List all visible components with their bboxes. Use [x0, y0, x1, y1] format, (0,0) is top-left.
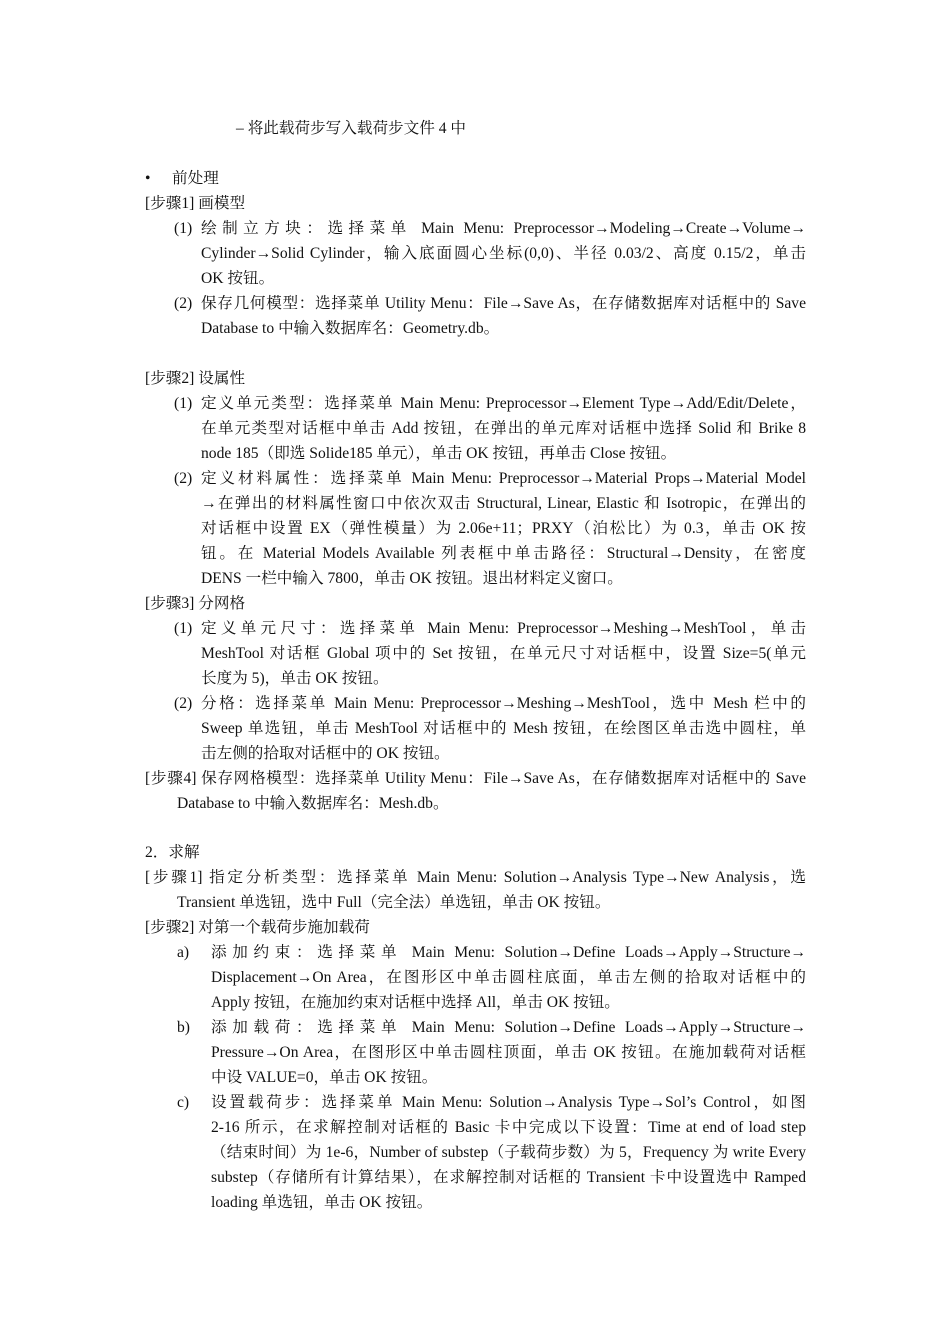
step-heading: [步骤3] 分网格	[145, 595, 246, 612]
section-heading-solve: 2．求解	[145, 844, 200, 861]
step-heading: [步骤2] 对第一个载荷步施加载荷	[145, 919, 370, 936]
paragraph-line: 添加约束：选择菜单 Main Menu: Solution→Define Loads→Apply→Structure→	[211, 944, 806, 961]
item-number: (2)	[174, 295, 193, 312]
paragraph-line: 添加载荷：选择菜单 Main Menu: Solution→Define Loads→Apply→Structure→	[211, 1019, 806, 1036]
paragraph-line: Sweep 单选钮，单击 MeshTool 对话框中的 Mesh 按钮，在绘图区单击选中圆柱，单	[201, 720, 806, 737]
item-number: (1)	[174, 220, 193, 237]
paragraph-line: OK 按钮。	[201, 270, 275, 287]
dash-item: – 将此载荷步写入载荷步文件 4 中	[236, 120, 467, 137]
paragraph-line: Cylinder→Solid Cylinder，输入底面圆心坐标(0,0)、半径 0.03/2、高度 0.15/2，单击	[201, 245, 806, 262]
bullet-marker: •	[145, 170, 151, 187]
paragraph-line: →在弹出的材料属性窗口中依次双击 Structural, Linear, Elastic 和 Isotropic，在弹出的	[201, 495, 806, 512]
item-letter: a)	[177, 944, 190, 961]
item-number: (1)	[174, 395, 193, 412]
paragraph-line: substep（存储所有计算结果），在求解控制对话框的 Transient 卡中设置选中 Ramped	[211, 1169, 806, 1186]
paragraph-line: 在单元类型对话框中单击 Add 按钮，在弹出的单元库对话框中选择 Solid 和 Brike 8	[201, 420, 806, 437]
paragraph-line: 分格：选择菜单 Main Menu: Preprocessor→Meshing→MeshTool，选中 Mesh 栏中的	[201, 695, 806, 712]
paragraph-line: 定义单元类型：选择菜单 Main Menu: Preprocessor→Element Type→Add/Edit/Delete，	[201, 395, 806, 412]
paragraph-line: 长度为 5)，单击 OK 按钮。	[201, 670, 389, 687]
paragraph-line: 定义单元尺寸：选择菜单 Main Menu: Preprocessor→Meshing→MeshTool，单击	[201, 620, 806, 637]
item-letter: b)	[177, 1019, 190, 1036]
item-number: (1)	[174, 620, 193, 637]
step-heading: [步骤2] 设属性	[145, 370, 246, 387]
step-heading: [步骤4] 保存网格模型：选择菜单 Utility Menu：File→Save As，在存储数据库对话框中的 Save	[145, 770, 806, 787]
paragraph-line: MeshTool 对话框 Global 项中的 Set 按钮，在单元尺寸对话框中，设置 Size=5(单元	[201, 645, 806, 662]
paragraph-line: Database to 中输入数据库名：Geometry.db。	[201, 320, 500, 337]
paragraph-line: 设置载荷步：选择菜单 Main Menu: Solution→Analysis Type→Sol’s Control，如图	[211, 1094, 806, 1111]
paragraph-line: Apply 按钮，在施加约束对话框中选择 All，单击 OK 按钮。	[211, 994, 620, 1011]
paragraph-line: 定义材料属性：选择菜单 Main Menu: Preprocessor→Material Props→Material Model	[201, 470, 806, 487]
paragraph-line: Database to 中输入数据库名：Mesh.db。	[177, 795, 449, 812]
paragraph-line: Displacement→On Area，在图形区中单击圆柱底面，单击左侧的拾取对话框中的	[211, 969, 806, 986]
paragraph-line: 击左侧的拾取对话框中的 OK 按钮。	[201, 745, 450, 762]
paragraph-line: DENS 一栏中输入 7800，单击 OK 按钮。退出材料定义窗口。	[201, 570, 623, 587]
paragraph-line: 钮。在 Material Models Available 列表框中单击路径：Structural→Density，在密度	[201, 545, 806, 562]
paragraph-line: node 185（即选 Solide185 单元），单击 OK 按钮，再单击 Close 按钮。	[201, 445, 677, 462]
paragraph-line: Transient 单选钮，选中 Full（完全法）单选钮，单击 OK 按钮。	[177, 894, 611, 911]
paragraph-line: Pressure→On Area，在图形区中单击圆柱顶面，单击 OK 按钮。在施加载荷对话框	[211, 1044, 806, 1061]
step-heading: [步骤1] 指定分析类型：选择菜单 Main Menu: Solution→Analysis Type→New Analysis，选	[145, 869, 806, 886]
paragraph-line: 中设 VALUE=0，单击 OK 按钮。	[211, 1069, 438, 1086]
paragraph-line: 绘制立方块：选择菜单 Main Menu: Preprocessor→Modeling→Create→Volume→	[201, 220, 806, 237]
step-heading: [步骤1] 画模型	[145, 195, 246, 212]
paragraph-line: （结束时间）为 1e-6，Number of substep（子载荷步数）为 5，Frequency 为 write Every	[211, 1144, 806, 1161]
item-number: (2)	[174, 695, 193, 712]
paragraph-line: 对话框中设置 EX（弹性模量）为 2.06e+11；PRXY（泊松比）为 0.3，单击 OK 按	[201, 520, 806, 537]
section-heading-preprocess: 前处理	[172, 170, 219, 187]
paragraph-line: 保存几何模型：选择菜单 Utility Menu：File→Save As，在存储数据库对话框中的 Save	[201, 295, 806, 312]
item-letter: c)	[177, 1094, 190, 1111]
paragraph-line: 2-16 所示，在求解控制对话框的 Basic 卡中完成以下设置：Time at end of load step	[211, 1119, 806, 1136]
item-number: (2)	[174, 470, 193, 487]
paragraph-line: loading 单选钮，单击 OK 按钮。	[211, 1194, 433, 1211]
